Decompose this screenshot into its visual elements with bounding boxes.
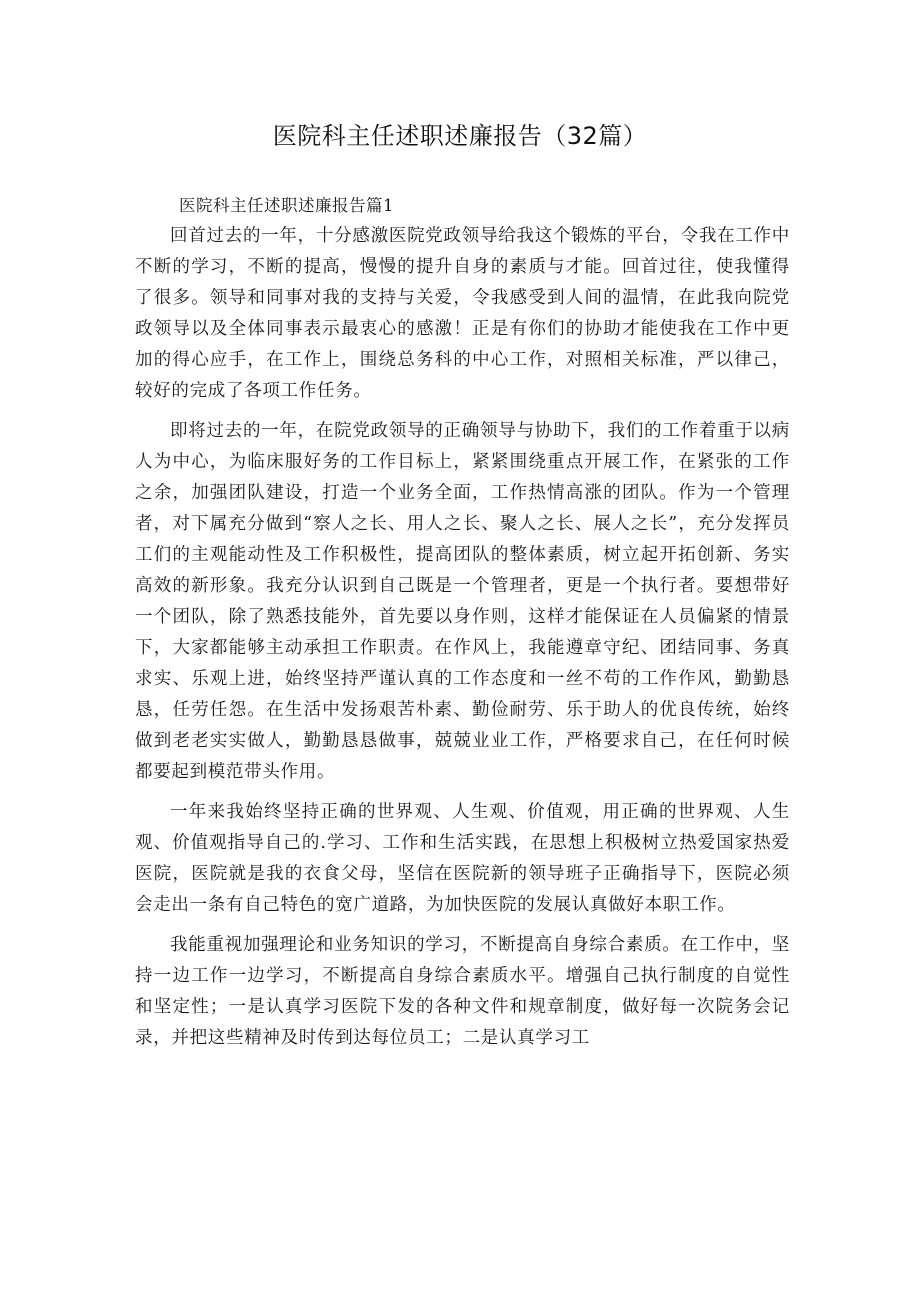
document-title: 医院科主任述职述廉报告（32篇） bbox=[272, 122, 648, 150]
paragraph-4: 我能重视加强理论和业务知识的学习，不断提高自身综合素质。在工作中，坚持一边工作一边学习，不断提高自身综合素质水平。增强自己执行制度的自觉性和坚定性；一是认真学习医院下发的各种文件和规章制度，做好每一次院务会记录，并把这些精神及时传到达每位员工；二是认真学习工 bbox=[135, 935, 790, 1048]
paragraph-3: 一年来我始终坚持正确的世界观、人生观、价值观，用正确的世界观、人生观、价值观指导自己的.学习、工作和生活实践，在思想上积极树立热爱国家热爱医院，医院就是我的衣食父母，坚信在医院新的领导班子正确指导下，医院必须会走出一条有自己特色的宽广道路，为加快医院的发展认真做好本职工作。 bbox=[135, 802, 790, 915]
paragraph-1: 回首过去的一年，十分感激医院党政领导给我这个锻炼的平台，令我在工作中不断的学习，不断的提高，慢慢的提升自身的素质与才能。回首过往，使我懂得了很多。领导和同事对我的支持与关爱，令我感受到人间的温情，在此我向院党政领导以及全体同事表示最衷心的感激！正是有你们的协助才能使我在工作中更加的得心应手，在工作上，围绕总务科的中心工作，对照相关标准，严以律己，较好的完成了各项工作任务。 bbox=[135, 226, 790, 401]
paragraph-2: 即将过去的一年，在院党政领导的正确领导与协助下，我们的工作着重于以病人为中心，为临床服好务的工作目标上，紧紧围绕重点开展工作，在紧张的工作之余，加强团队建设，打造一个业务全面，工作热情高涨的团队。作为一个管理者，对下属充分做到“察人之长、用人之长、聚人之长、展人之长”，充分发挥员工们的主观能动性及工作积极性，提高团队的整体素质，树立起开拓创新、务实高效的新形象。我充分认识到自己既是一个管理者，更是一个执行者。要想带好一个团队，除了熟悉技能外，首先要以身作则，这样才能保证在人员偏紧的情景下，大家都能够主动承担工作职责。在作风上，我能遵章守纪、团结同事、务真求实、乐观上进，始终坚持严谨认真的工作态度和一丝不苟的工作作风，勤勤恳恳，任劳任怨。在生活中发扬艰苦朴素、勤俭耐劳、乐于助人的优良传统，始终做到老老实实做人，勤勤恳恳做事，兢兢业业工作，严格要求自己，在任何时候都要起到模范带头作用。 bbox=[135, 421, 790, 782]
section-heading: 医院科主任述职述廉报告篇1 bbox=[179, 196, 394, 215]
document-body bbox=[135, 190, 790, 1063]
